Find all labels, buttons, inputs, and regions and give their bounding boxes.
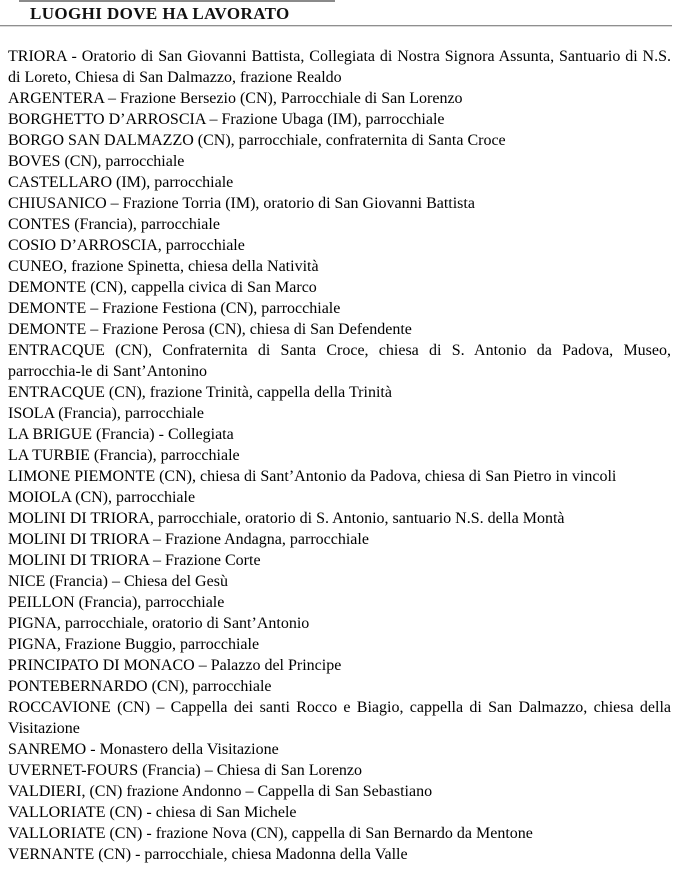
entry: PRINCIPATO DI MONACO – Palazzo del Principe bbox=[8, 657, 342, 674]
entry: ISOLA (Francia), parrocchiale bbox=[8, 405, 204, 422]
entry: TRIORA - Oratorio di San Giovanni Battista, Collegiata di Nostra Signora Assunta, Santuario di N.S. di Loreto, Chiesa di San Dalmazzo, frazione Realdo bbox=[8, 48, 671, 86]
entry: PEILLON (Francia), parrocchiale bbox=[8, 594, 225, 611]
entry: DEMONTE – Frazione Perosa (CN), chiesa di San Defendente bbox=[8, 321, 412, 338]
entry: ARGENTERA – Frazione Bersezio (CN), Parrocchiale di San Lorenzo bbox=[8, 90, 463, 107]
entry: CASTELLARO (IM), parrocchiale bbox=[8, 174, 234, 191]
entry: VERNANTE (CN) - parrocchiale, chiesa Madonna della Valle bbox=[8, 846, 408, 863]
entry: VALDIERI, (CN) frazione Andonno – Cappella di San Sebastiano bbox=[8, 783, 433, 800]
entry: PIGNA, parrocchiale, oratorio di Sant’Antonio bbox=[8, 615, 310, 632]
entry: PIGNA, Frazione Buggio, parrocchiale bbox=[8, 636, 260, 653]
entry: BORGO SAN DALMAZZO (CN), parrocchiale, confraternita di Santa Croce bbox=[8, 132, 506, 149]
entry: ROCCAVIONE (CN) – Cappella dei santi Rocco e Biagio, cappella di San Dalmazzo, chiesa della Visitazione bbox=[8, 699, 671, 737]
entry: MOIOLA (CN), parrocchiale bbox=[8, 489, 196, 506]
entry: DEMONTE – Frazione Festiona (CN), parrocchiale bbox=[8, 300, 341, 317]
entry: VALLORIATE (CN) - chiesa di San Michele bbox=[8, 804, 297, 821]
entry: LA BRIGUE (Francia) - Collegiata bbox=[8, 426, 234, 443]
entry: NICE (Francia) – Chiesa del Gesù bbox=[8, 573, 228, 590]
top-partial-rule bbox=[19, 0, 335, 2]
entry: COSIO D’ARROSCIA, parrocchiale bbox=[8, 237, 245, 254]
entry: PONTEBERNARDO (CN), parrocchiale bbox=[8, 678, 272, 695]
entry: SANREMO - Monastero della Visitazione bbox=[8, 741, 279, 758]
entry: LIMONE PIEMONTE (CN), chiesa di Sant’Antonio da Padova, chiesa di San Pietro in vincoli bbox=[8, 468, 617, 485]
entry: CHIUSANICO – Frazione Torria (IM), oratorio di San Giovanni Battista bbox=[8, 195, 475, 212]
entry: LA TURBIE (Francia), parrocchiale bbox=[8, 447, 240, 464]
entry: DEMONTE (CN), cappella civica di San Marco bbox=[8, 279, 317, 296]
entry: BORGHETTO D’ARROSCIA – Frazione Ubaga (IM), parrocchiale bbox=[8, 111, 445, 128]
entry: VALLORIATE (CN) - frazione Nova (CN), cappella di San Bernardo da Mentone bbox=[8, 825, 533, 842]
entry: MOLINI DI TRIORA, parrocchiale, oratorio di S. Antonio, santuario N.S. della Montà bbox=[8, 510, 565, 527]
entry: MOLINI DI TRIORA – Frazione Andagna, parrocchiale bbox=[8, 531, 369, 548]
entry: MOLINI DI TRIORA – Frazione Corte bbox=[8, 552, 261, 569]
entry: CUNEO, frazione Spinetta, chiesa della Natività bbox=[8, 258, 319, 275]
entry: ENTRACQUE (CN), Confraternita di Santa Croce, chiesa di S. Antonio da Padova, Museo, parrocchia-le di Sant’Antonino bbox=[8, 342, 671, 380]
entry: CONTES (Francia), parrocchiale bbox=[8, 216, 220, 233]
entry: ENTRACQUE (CN), frazione Trinità, cappella della Trinità bbox=[8, 384, 392, 401]
entry: UVERNET-FOURS (Francia) – Chiesa di San Lorenzo bbox=[8, 762, 363, 779]
entry-list bbox=[0, 27, 677, 865]
entry: BOVES (CN), parrocchiale bbox=[8, 153, 185, 170]
page-title: LUOGHI DOVE HA LAVORATO bbox=[30, 4, 290, 23]
